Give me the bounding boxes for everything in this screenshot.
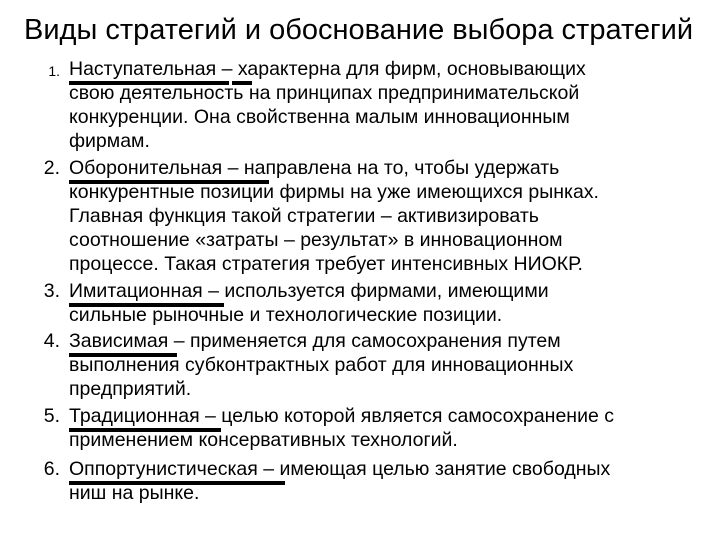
text-line: соотношение «затраты – результат» в инновационном — [69, 229, 563, 251]
slide-title: Виды стратегий и обоснование выбора стратегий — [24, 14, 694, 46]
text-line: сильные рыночные и технологические позиции. — [69, 304, 503, 326]
item-text — [69, 404, 684, 452]
item-number: 5. — [43, 405, 60, 427]
text-line: конкурентные позиции фирмы на уже имеющихся рынках. — [69, 181, 599, 203]
text-line: применением консервативных технологий. — [69, 429, 458, 451]
text-line: свою деятельность на принципах предпринимательской — [69, 82, 580, 104]
text-line: Главная функция такой стратегии – активизировать — [69, 205, 539, 227]
item-text — [69, 329, 684, 401]
text-line: конкуренции. Она свойственна малым инновационным — [69, 106, 570, 128]
text-line: Традиционная – целью которой является самосохранение с — [69, 405, 614, 427]
text-line: Имитационная – используется фирмами, имеющими — [69, 280, 549, 302]
item-number: 2. — [43, 157, 60, 179]
item-text — [69, 457, 684, 505]
text-line: предприятий. — [69, 378, 192, 400]
text-line: Наступательная – характерна для фирм, основывающих — [69, 58, 586, 80]
text-line: процессе. Такая стратегия требует интенсивных НИОКР. — [69, 253, 583, 275]
text-line: Оборонительная – направлена на то, чтобы удержать — [69, 157, 560, 179]
text-line: Зависимая – применяется для самосохранения путем — [69, 330, 561, 352]
item-text — [69, 156, 684, 276]
text-line: Оппортунистическая – имеющая целью занятие свободных — [69, 458, 611, 480]
item-text — [69, 57, 684, 153]
item-number: 6. — [43, 458, 60, 480]
item-number: 3. — [43, 280, 60, 302]
text-line: фирмам. — [69, 130, 150, 152]
item-text — [69, 279, 684, 327]
item-number: 1. — [48, 63, 60, 79]
text-line: ниш на рынке. — [69, 482, 200, 504]
text-line: выполнения субконтрактных работ для инновационных — [69, 354, 574, 376]
item-number: 4. — [43, 330, 60, 352]
